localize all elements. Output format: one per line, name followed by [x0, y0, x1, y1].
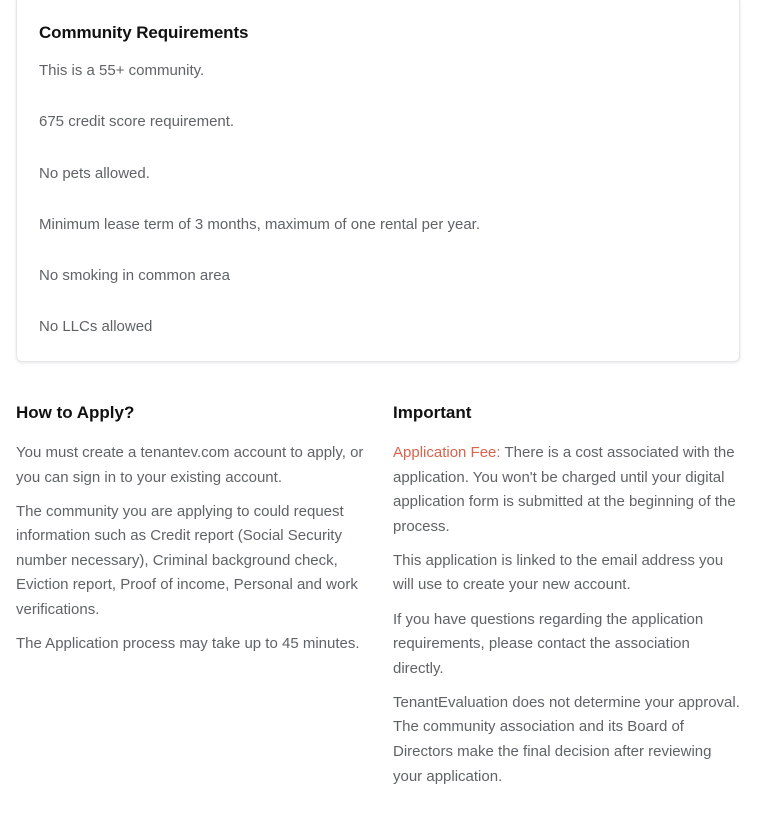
important-section: [393, 404, 743, 799]
how-to-apply-info-text: The community you are applying to could request information such as Credit report (Social Security number necessary), Criminal background check, Eviction report, Proof of income, Personal and work verifications.: [16, 502, 358, 619]
important-title: Important: [393, 403, 472, 422]
email-link-text: This application is linked to the email address you will use to create your new account.: [393, 551, 724, 594]
requirement-55-plus: This is a 55+ community.: [39, 62, 205, 79]
application-fee-text: [393, 441, 743, 539]
community-requirements-card: [16, 0, 740, 362]
requirement-no-smoking: No smoking in common area: [39, 267, 230, 285]
community-requirements-title: Community Requirements: [39, 23, 249, 42]
how-to-apply-section: [16, 404, 368, 666]
how-to-apply-account-text: You must create a tenantev.com account to apply, or you can sign in to your existing account.: [16, 444, 364, 486]
requirement-no-pets: No pets allowed.: [39, 164, 150, 182]
requirement-no-llcs: No LLCs allowed: [39, 318, 153, 336]
requirement-lease-term: Minimum lease term of 3 months, maximum of one rental per year.: [39, 215, 481, 233]
how-to-apply-title: How to Apply?: [16, 403, 135, 422]
requirements-list: [39, 63, 719, 371]
approval-disclaimer-text: TenantEvaluation does not determine your approval. The community association and its Board of Directors make the final decision after reviewing your application.: [393, 693, 740, 785]
application-fee-description: There is a cost associated with the application. You won't be charged until your digital application form is submitted at the beginning of the process.: [393, 444, 736, 535]
application-fee-label: Application Fee:: [393, 444, 501, 461]
requirement-credit-score: 675 credit score requirement.: [39, 113, 235, 131]
questions-text: If you have questions regarding the application requirements, please contact the association directly.: [393, 610, 704, 677]
how-to-apply-duration-text: The Application process may take up to 45 minutes.: [16, 635, 360, 653]
